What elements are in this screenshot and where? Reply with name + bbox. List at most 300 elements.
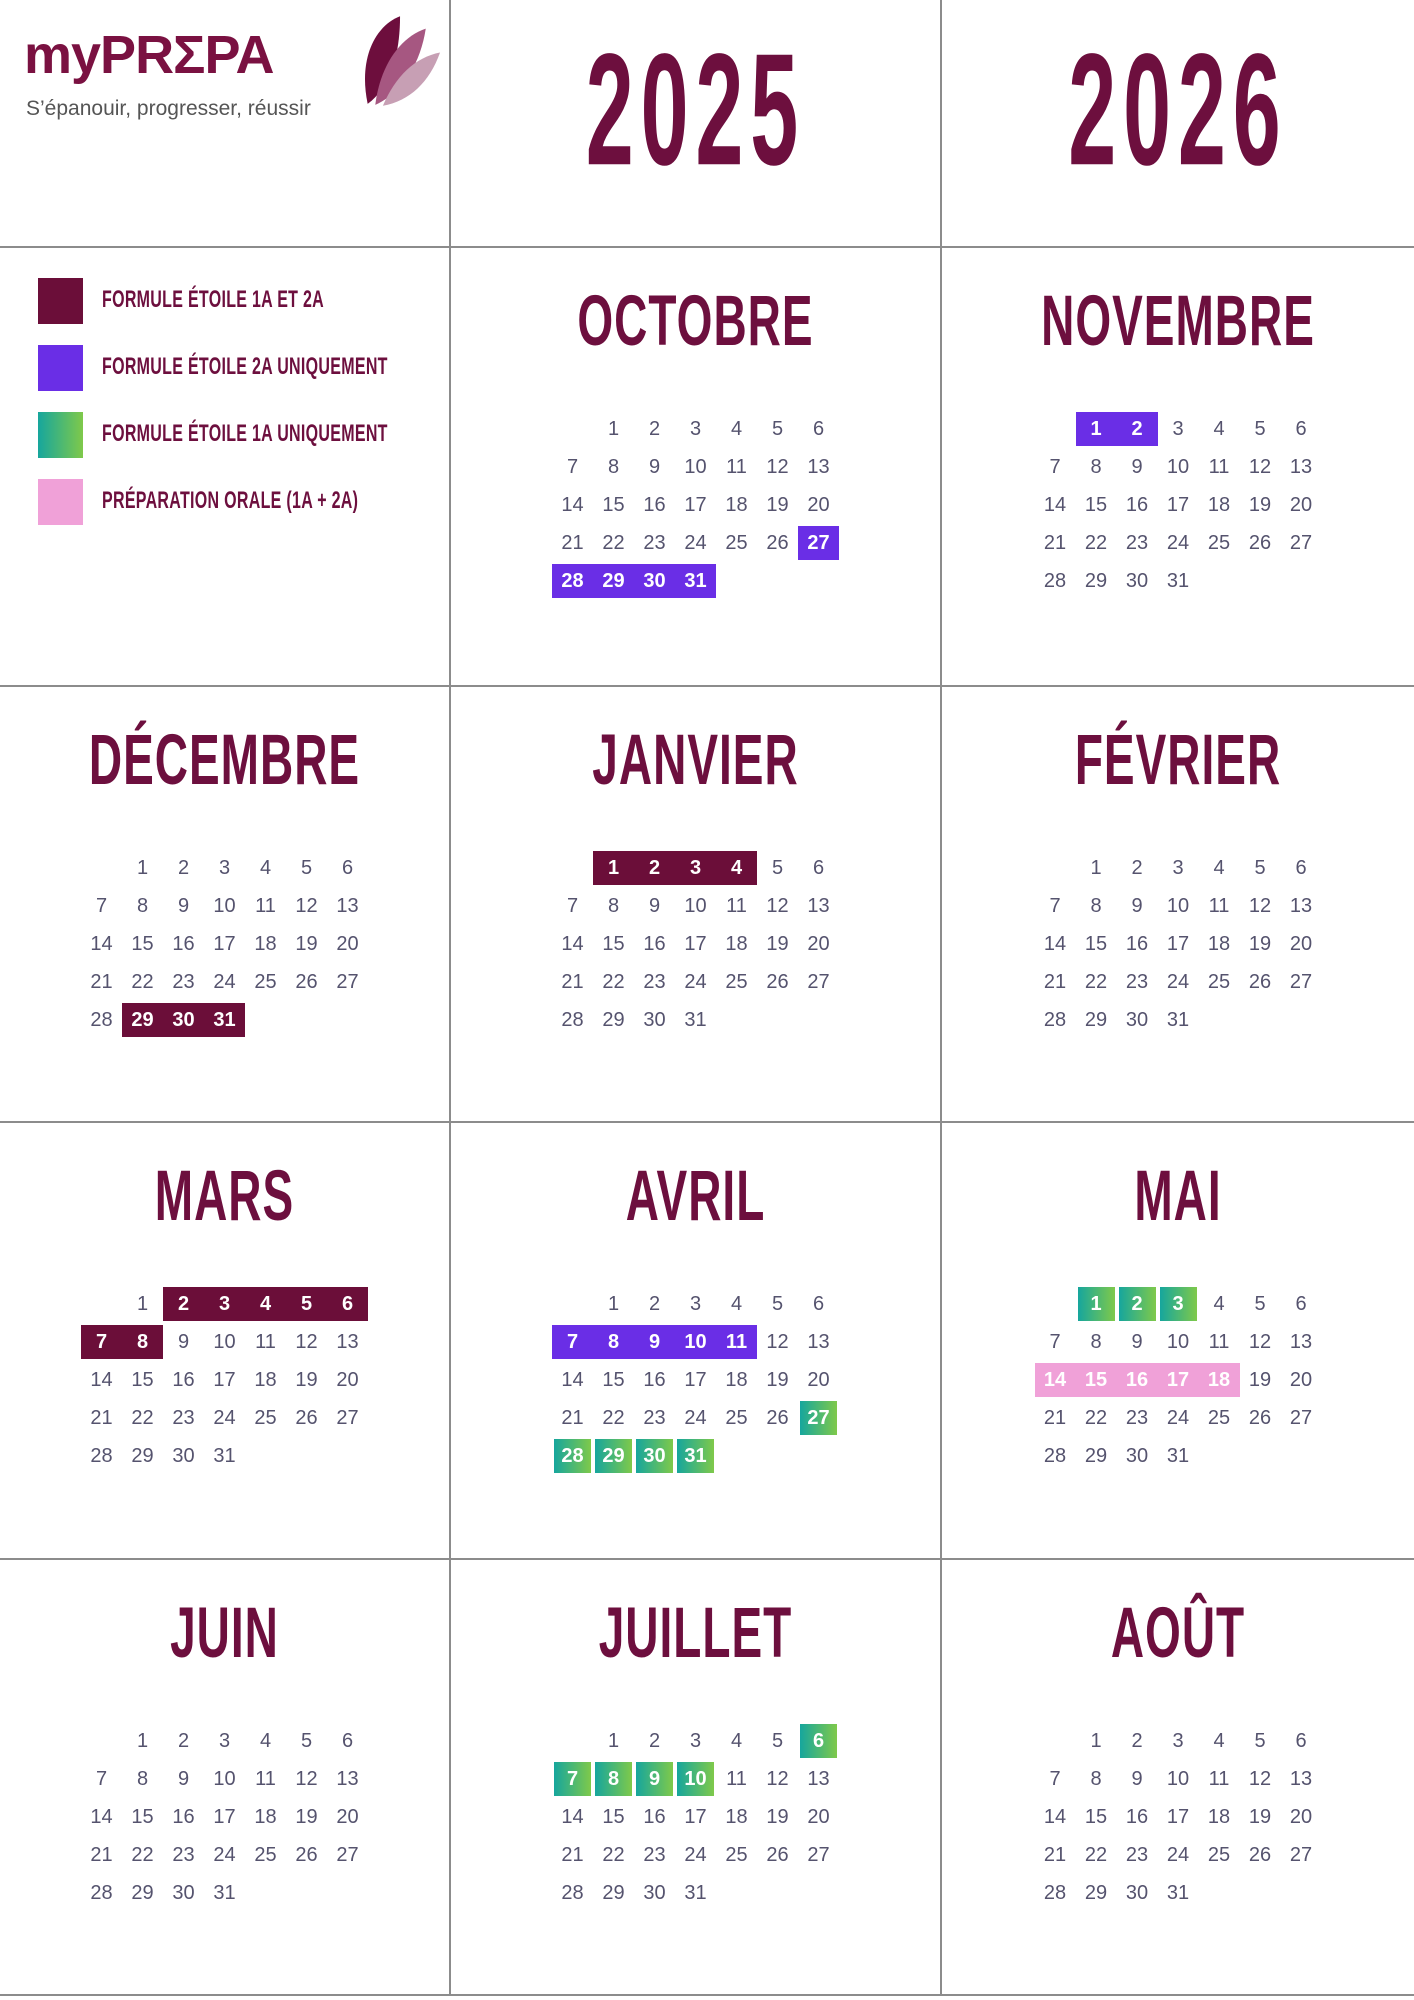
calendar-day: 23 xyxy=(1125,1843,1149,1866)
calendar-day: 23 xyxy=(172,1843,195,1866)
calendar-day: 23 xyxy=(643,531,666,554)
calendar-day: 14 xyxy=(90,932,113,955)
calendar-day-pink: 14 xyxy=(1035,1361,1076,1399)
calendar-week-row xyxy=(552,1361,839,1399)
calendar-week-row xyxy=(81,1722,368,1760)
calendar-day-empty xyxy=(552,1285,593,1323)
calendar-day: 12 xyxy=(295,1330,318,1353)
calendar-day-maroon: 8 xyxy=(122,1323,163,1361)
calendar-day-number: 27 xyxy=(800,1401,837,1435)
calendar-day: 24 xyxy=(213,1843,236,1866)
calendar-day: 12 xyxy=(766,894,789,917)
calendar-day-maroon: 7 xyxy=(81,1323,122,1361)
calendar-day: 26 xyxy=(766,531,789,554)
calendar-day: 7 xyxy=(566,455,579,478)
calendar-day: 16 xyxy=(172,932,195,955)
calendar-day: 1 xyxy=(607,417,620,440)
month-title xyxy=(1110,1591,1246,1673)
calendar-day: 30 xyxy=(643,1881,666,1904)
calendar-day-empty xyxy=(1199,562,1240,600)
calendar-day: 11 xyxy=(255,894,276,917)
calendar-day-green xyxy=(593,1760,634,1798)
calendar-day: 21 xyxy=(1043,970,1067,993)
month-title-text: AOÛT xyxy=(1110,1591,1246,1673)
calendar-day: 15 xyxy=(131,932,154,955)
calendar-day: 17 xyxy=(1166,1805,1190,1828)
calendar-day: 15 xyxy=(602,1805,625,1828)
calendar-day-purple: 29 xyxy=(593,562,634,600)
calendar-day: 6 xyxy=(812,856,825,879)
calendar-day-number: 28 xyxy=(554,1439,591,1473)
calendar-day: 5 xyxy=(1254,417,1266,440)
calendar-day: 23 xyxy=(1125,531,1149,554)
calendar-day: 25 xyxy=(254,970,277,993)
calendar-day-green xyxy=(552,1760,593,1798)
calendar-day: 30 xyxy=(172,1444,195,1467)
calendar-week-row xyxy=(81,1399,368,1437)
calendar-day: 13 xyxy=(807,1767,830,1790)
calendar-day: 16 xyxy=(172,1805,195,1828)
calendar-day: 15 xyxy=(602,932,625,955)
calendar-week-row xyxy=(81,1874,368,1912)
calendar-day: 21 xyxy=(561,970,584,993)
calendar-day-number: 3 xyxy=(1160,1287,1197,1321)
month-title-text: JUIN xyxy=(170,1591,279,1673)
month-calendar xyxy=(552,410,839,600)
month-title-text: JANVIER xyxy=(592,718,799,800)
cell-header-logo xyxy=(0,0,451,248)
calendar-day: 14 xyxy=(1043,493,1067,516)
calendar-day: 13 xyxy=(336,1767,359,1790)
calendar-day: 9 xyxy=(648,894,661,917)
calendar-day: 22 xyxy=(131,970,154,993)
calendar-day: 19 xyxy=(1248,1805,1272,1828)
calendar-day: 15 xyxy=(1084,493,1108,516)
calendar-day-number: 2 xyxy=(1119,1287,1156,1321)
calendar-day: 24 xyxy=(213,1406,236,1429)
calendar-week-row xyxy=(81,1836,368,1874)
calendar-day: 4 xyxy=(259,1729,272,1752)
calendar-day: 8 xyxy=(1090,455,1102,478)
month-calendar xyxy=(1035,1722,1322,1912)
calendar-week-row xyxy=(1035,887,1322,925)
calendar-day: 21 xyxy=(90,1406,113,1429)
calendar-day: 19 xyxy=(766,1368,789,1391)
calendar-week-row xyxy=(1035,1722,1322,1760)
legend-item-formule-2a xyxy=(38,345,449,391)
legend-label: PRÉPARATION ORALE (1A + 2A) xyxy=(102,488,359,514)
calendar-day: 25 xyxy=(725,531,748,554)
calendar-day: 3 xyxy=(689,417,702,440)
calendar-week-row xyxy=(1035,963,1322,1001)
calendar-day: 2 xyxy=(1131,1729,1143,1752)
calendar-week-row xyxy=(1035,448,1322,486)
calendar-day-green xyxy=(593,1437,634,1475)
calendar-day: 31 xyxy=(1166,1008,1190,1031)
calendar-week-row xyxy=(81,1760,368,1798)
calendar-week-row xyxy=(1035,524,1322,562)
calendar-day-empty xyxy=(286,1874,327,1912)
calendar-day: 27 xyxy=(807,970,830,993)
calendar-day: 19 xyxy=(295,1805,318,1828)
calendar-day-purple: 8 xyxy=(593,1323,634,1361)
calendar-day-green xyxy=(1117,1285,1158,1323)
calendar-day: 12 xyxy=(295,894,318,917)
calendar-day: 5 xyxy=(771,856,784,879)
calendar-day: 3 xyxy=(218,856,231,879)
calendar-day-purple: 11 xyxy=(716,1323,757,1361)
calendar-week-row xyxy=(1035,1001,1322,1039)
calendar-day: 17 xyxy=(684,493,707,516)
month-calendar xyxy=(81,1285,368,1475)
calendar-day: 21 xyxy=(561,1406,584,1429)
calendar-day: 22 xyxy=(131,1406,154,1429)
calendar-day: 12 xyxy=(766,1330,789,1353)
calendar-day: 23 xyxy=(1125,970,1149,993)
calendar-week-row xyxy=(1035,1399,1322,1437)
calendar-day: 14 xyxy=(1043,1805,1067,1828)
calendar-day: 27 xyxy=(1289,531,1313,554)
calendar-day: 28 xyxy=(1043,1008,1067,1031)
calendar-day: 19 xyxy=(766,493,789,516)
calendar-day: 30 xyxy=(1125,1444,1149,1467)
month-calendar xyxy=(552,1285,839,1475)
calendar-day: 4 xyxy=(730,1729,743,1752)
calendar-day: 10 xyxy=(1166,1767,1190,1790)
calendar-day-empty xyxy=(327,1437,368,1475)
cell-legend xyxy=(0,246,451,687)
calendar-week-row xyxy=(552,887,839,925)
calendar-day: 13 xyxy=(807,894,830,917)
calendar-day: 31 xyxy=(684,1881,707,1904)
calendar-day: 19 xyxy=(295,1368,318,1391)
calendar-day-purple: 7 xyxy=(552,1323,593,1361)
calendar-day: 10 xyxy=(684,455,707,478)
month-title xyxy=(154,1154,295,1236)
calendar-day: 7 xyxy=(1049,455,1061,478)
calendar-day: 28 xyxy=(561,1881,584,1904)
calendar-day-empty xyxy=(1281,1001,1322,1039)
calendar-day: 2 xyxy=(1131,856,1143,879)
calendar-day: 17 xyxy=(1166,932,1190,955)
calendar-day: 30 xyxy=(1125,1881,1149,1904)
calendar-day-number: 31 xyxy=(677,1439,714,1473)
calendar-day: 19 xyxy=(766,1805,789,1828)
calendar-day: 1 xyxy=(136,1729,149,1752)
calendar-day: 12 xyxy=(766,455,789,478)
month-calendar xyxy=(552,1722,839,1912)
calendar-day: 27 xyxy=(1289,970,1313,993)
calendar-day-empty xyxy=(1240,1874,1281,1912)
calendar-day: 21 xyxy=(1043,531,1067,554)
calendar-day: 26 xyxy=(1248,1406,1272,1429)
calendar-day: 11 xyxy=(1208,1767,1230,1790)
calendar-day-empty xyxy=(1281,1874,1322,1912)
calendar-day: 28 xyxy=(1043,1444,1067,1467)
calendar-week-row xyxy=(1035,410,1322,448)
calendar-day: 11 xyxy=(1208,894,1230,917)
calendar-week-row xyxy=(552,410,839,448)
calendar-day-maroon: 3 xyxy=(675,849,716,887)
month-title xyxy=(1074,718,1282,800)
calendar-day: 14 xyxy=(561,1805,584,1828)
calendar-day: 22 xyxy=(602,1843,625,1866)
calendar-day: 20 xyxy=(336,932,359,955)
calendar-day: 24 xyxy=(684,1406,707,1429)
calendar-day: 4 xyxy=(1213,1729,1225,1752)
calendar-week-row xyxy=(552,524,839,562)
calendar-day: 29 xyxy=(602,1881,625,1904)
calendar-day: 25 xyxy=(725,970,748,993)
legend-label: FORMULE ÉTOILE 2A UNIQUEMENT xyxy=(102,354,388,380)
calendar-day-empty xyxy=(716,1437,757,1475)
calendar-day-empty xyxy=(552,1722,593,1760)
calendar-day: 17 xyxy=(213,1368,236,1391)
calendar-day-empty xyxy=(1199,1001,1240,1039)
legend-label: FORMULE ÉTOILE 1A ET 2A xyxy=(102,287,325,313)
month-title xyxy=(1041,279,1315,361)
calendar-week-row xyxy=(552,1437,839,1475)
calendar-day-empty xyxy=(716,1874,757,1912)
calendar-week-row xyxy=(552,1760,839,1798)
calendar-day: 31 xyxy=(1166,1881,1190,1904)
calendar-day: 23 xyxy=(643,1843,666,1866)
calendar-day: 5 xyxy=(1254,1292,1266,1315)
month-title-text: OCTOBRE xyxy=(577,279,814,361)
calendar-day: 21 xyxy=(90,1843,113,1866)
calendar-day: 11 xyxy=(1208,455,1230,478)
calendar-day: 11 xyxy=(726,1767,747,1790)
calendar-day: 18 xyxy=(254,1805,277,1828)
calendar-day: 13 xyxy=(336,894,359,917)
calendar-week-row xyxy=(552,1722,839,1760)
calendar-day: 25 xyxy=(1207,1406,1231,1429)
calendar-week-row xyxy=(1035,486,1322,524)
calendar-day: 1 xyxy=(136,1292,149,1315)
calendar-day: 3 xyxy=(689,1729,702,1752)
calendar-week-row xyxy=(552,849,839,887)
calendar-day-empty xyxy=(716,1001,757,1039)
calendar-day: 26 xyxy=(766,1406,789,1429)
calendar-week-row xyxy=(1035,1874,1322,1912)
calendar-day: 5 xyxy=(771,417,784,440)
calendar-day-empty xyxy=(1199,1437,1240,1475)
calendar-day: 1 xyxy=(1090,1729,1102,1752)
month-title xyxy=(592,718,799,800)
calendar-day-number: 8 xyxy=(595,1762,632,1796)
calendar-day-green xyxy=(675,1760,716,1798)
cell-month-mai xyxy=(942,1121,1414,1560)
cell-month-mars xyxy=(0,1121,451,1560)
calendar-day: 23 xyxy=(643,970,666,993)
calendar-day: 16 xyxy=(643,932,666,955)
calendar-week-row xyxy=(81,1361,368,1399)
calendar-day: 20 xyxy=(1289,932,1313,955)
month-title xyxy=(88,718,361,800)
calendar-day: 20 xyxy=(1289,493,1313,516)
calendar-day: 29 xyxy=(1084,1008,1108,1031)
calendar-day: 12 xyxy=(1248,1767,1272,1790)
calendar-day: 7 xyxy=(566,894,579,917)
calendar-day: 14 xyxy=(561,932,584,955)
calendar-day: 18 xyxy=(725,1805,748,1828)
month-title xyxy=(625,1154,766,1236)
calendar-day: 15 xyxy=(1084,1805,1108,1828)
calendar-day-empty xyxy=(1035,410,1076,448)
calendar-day: 4 xyxy=(1213,417,1225,440)
month-title-text: JUILLET xyxy=(598,1591,793,1673)
calendar-day-empty xyxy=(757,1001,798,1039)
calendar-week-row xyxy=(1035,1323,1322,1361)
month-title-text: AVRIL xyxy=(625,1154,766,1236)
calendar-day-number: 10 xyxy=(677,1762,714,1796)
calendar-day: 2 xyxy=(177,856,190,879)
calendar-week-row xyxy=(552,1285,839,1323)
calendar-day-empty xyxy=(798,562,839,600)
calendar-day: 19 xyxy=(766,932,789,955)
calendar-day: 22 xyxy=(1084,1406,1108,1429)
calendar-day: 29 xyxy=(1084,1881,1108,1904)
calendar-day: 26 xyxy=(1248,970,1272,993)
calendar-week-row xyxy=(552,1874,839,1912)
calendar-day: 8 xyxy=(136,894,149,917)
calendar-day: 3 xyxy=(1172,1729,1184,1752)
cell-year-2025 xyxy=(451,0,942,248)
calendar-day: 20 xyxy=(336,1368,359,1391)
calendar-day: 12 xyxy=(1248,1330,1272,1353)
month-calendar xyxy=(1035,849,1322,1039)
month-calendar xyxy=(81,849,368,1039)
calendar-day: 9 xyxy=(177,1767,190,1790)
calendar-day-empty xyxy=(1035,849,1076,887)
month-title-text: DÉCEMBRE xyxy=(88,718,361,800)
calendar-day-empty xyxy=(327,1874,368,1912)
calendar-day: 25 xyxy=(1207,970,1231,993)
calendar-day-pink: 17 xyxy=(1158,1361,1199,1399)
calendar-week-row xyxy=(552,1001,839,1039)
calendar-week-row xyxy=(1035,1437,1322,1475)
calendar-day: 5 xyxy=(1254,1729,1266,1752)
calendar-week-row xyxy=(81,1285,368,1323)
calendar-day-empty xyxy=(286,1437,327,1475)
calendar-day-empty xyxy=(798,1001,839,1039)
calendar-day: 5 xyxy=(300,1729,313,1752)
calendar-day: 15 xyxy=(602,493,625,516)
month-title-text: NOVEMBRE xyxy=(1041,279,1315,361)
calendar-day: 13 xyxy=(336,1330,359,1353)
calendar-day: 28 xyxy=(561,1008,584,1031)
calendar-day: 22 xyxy=(131,1843,154,1866)
calendar-day: 4 xyxy=(259,856,272,879)
calendar-day: 25 xyxy=(254,1843,277,1866)
calendar-day: 8 xyxy=(607,455,620,478)
calendar-day-purple: 9 xyxy=(634,1323,675,1361)
calendar-week-row xyxy=(81,1323,368,1361)
calendar-day-empty xyxy=(81,1285,122,1323)
calendar-day: 23 xyxy=(1125,1406,1149,1429)
calendar-day-maroon: 2 xyxy=(163,1285,204,1323)
calendar-day: 20 xyxy=(807,493,830,516)
legend-swatch-green xyxy=(38,412,83,458)
calendar-day: 31 xyxy=(684,1008,707,1031)
calendar-day: 14 xyxy=(561,1368,584,1391)
calendar-day: 26 xyxy=(295,970,318,993)
calendar-day-green xyxy=(798,1399,839,1437)
calendar-week-row xyxy=(81,1437,368,1475)
calendar-day: 19 xyxy=(1248,493,1272,516)
calendar-week-row xyxy=(552,1323,839,1361)
calendar-day: 13 xyxy=(1289,1767,1313,1790)
calendar-week-row xyxy=(1035,1361,1322,1399)
calendar-day: 24 xyxy=(1166,531,1190,554)
calendar-day: 7 xyxy=(1049,894,1061,917)
calendar-day: 22 xyxy=(602,1406,625,1429)
calendar-day-green xyxy=(634,1437,675,1475)
calendar-day: 11 xyxy=(726,455,747,478)
calendar-day: 24 xyxy=(1166,1406,1190,1429)
calendar-day: 5 xyxy=(1254,856,1266,879)
calendar-day: 14 xyxy=(90,1805,113,1828)
calendar-day: 14 xyxy=(561,493,584,516)
calendar-day: 1 xyxy=(1090,856,1102,879)
calendar-day: 26 xyxy=(766,1843,789,1866)
calendar-day: 26 xyxy=(766,970,789,993)
calendar-day-purple: 10 xyxy=(675,1323,716,1361)
calendar-day: 22 xyxy=(1084,1843,1108,1866)
calendar-day: 5 xyxy=(771,1729,784,1752)
calendar-day: 9 xyxy=(1131,455,1143,478)
calendar-day: 12 xyxy=(1248,894,1272,917)
calendar-day-empty xyxy=(286,1001,327,1039)
calendar-day-number: 1 xyxy=(1078,1287,1115,1321)
calendar-day: 3 xyxy=(1172,417,1184,440)
calendar-day: 25 xyxy=(725,1843,748,1866)
legend-swatch-pink xyxy=(38,479,83,525)
calendar-day: 27 xyxy=(336,970,359,993)
calendar-day: 6 xyxy=(341,856,354,879)
calendar-day: 25 xyxy=(1207,531,1231,554)
calendar-day: 18 xyxy=(1207,932,1231,955)
calendar-day: 30 xyxy=(643,1008,666,1031)
calendar-day: 7 xyxy=(1049,1767,1061,1790)
calendar-day: 1 xyxy=(136,856,149,879)
calendar-day: 9 xyxy=(177,1330,190,1353)
calendar-day-pink: 16 xyxy=(1117,1361,1158,1399)
calendar-day-empty xyxy=(327,1001,368,1039)
month-title-text: MARS xyxy=(154,1154,295,1236)
calendar-day: 2 xyxy=(648,1292,661,1315)
calendar-day: 22 xyxy=(1084,531,1108,554)
calendar-day: 8 xyxy=(1090,1767,1102,1790)
legend-swatch-purple xyxy=(38,345,83,391)
calendar-week-row xyxy=(552,1836,839,1874)
calendar-day: 5 xyxy=(771,1292,784,1315)
calendar-day-maroon: 5 xyxy=(286,1285,327,1323)
calendar-day: 15 xyxy=(1084,932,1108,955)
calendar-day-empty xyxy=(245,1001,286,1039)
month-calendar xyxy=(1035,1285,1322,1475)
calendar-day-maroon: 3 xyxy=(204,1285,245,1323)
calendar-day: 13 xyxy=(807,455,830,478)
calendar-day: 12 xyxy=(766,1767,789,1790)
calendar-day: 6 xyxy=(1295,417,1307,440)
calendar-day: 7 xyxy=(95,894,108,917)
calendar-week-row xyxy=(552,448,839,486)
calendar-day-empty xyxy=(1035,1722,1076,1760)
calendar-day: 28 xyxy=(1043,1881,1067,1904)
calendar-day-purple: 31 xyxy=(675,562,716,600)
calendar-day: 27 xyxy=(336,1843,359,1866)
